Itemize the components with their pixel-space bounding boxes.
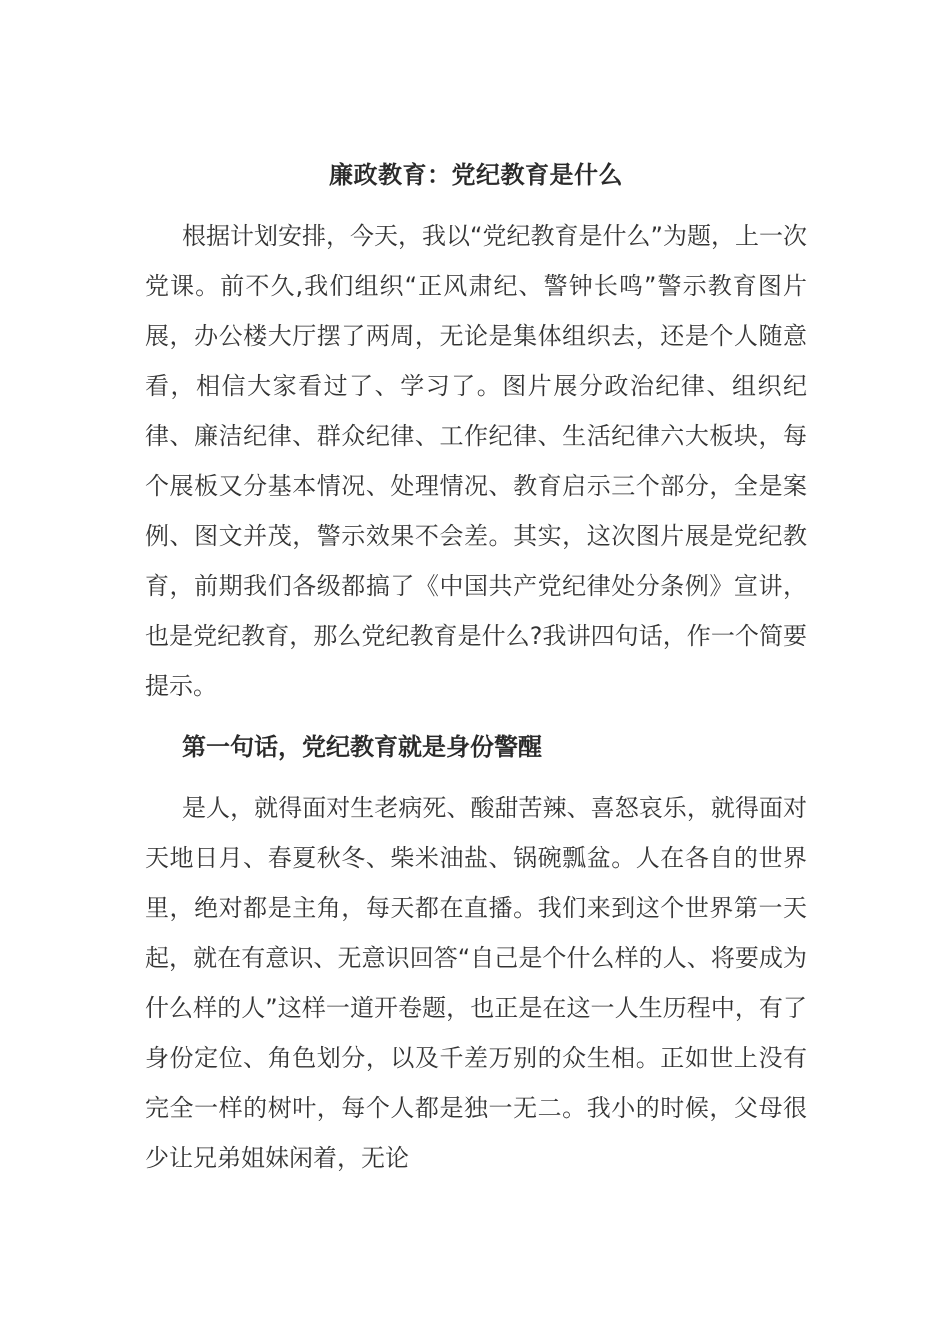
paragraph-section-1: 是人，就得面对生老病死、酸甜苦辣、喜怒哀乐，就得面对天地日月、春夏秋冬、柴米油盐、锅碗瓢盆。人在各自的世界里，绝对都是主角，每天都在直播。我们来到这个世界第一天起，就在有意识、无意识回答“自己是个什么样的人、将要成为什么样的人”这样一道开卷题，也正是在这一人生历程中，有了身份定位、角色划分，以及千差万别的众生相。正如世上没有完全一样的树叶，每个人都是独一无二。我小的时候，父母很少让兄弟姐妹闲着，无论 bbox=[145, 794, 807, 1172]
paragraph-intro: 根据计划安排，今天，我以“党纪教育是什么”为题，上一次党课。前不久,我们组织“正风肃纪、警钟长鸣”警示教育图片展，办公楼大厅摆了两周，无论是集体组织去，还是个人随意看，相信大家看过了、学习了。图片展分政治纪律、组织纪律、廉洁纪律、群众纪律、工作纪律、生活纪律六大板块，每个展板又分基本情况、处理情况、教育启示三个部分，全是案例、图文并茂，警示效果不会差。其实，这次图片展是党纪教育，前期我们各级都搞了《中国共产党纪律处分条例》宣讲，也是党纪教育，那么党纪教育是什么?我讲四句话，作一个简要提示。 bbox=[145, 222, 807, 700]
document-title: 廉政教育：党纪教育是什么 bbox=[329, 161, 623, 189]
document-body bbox=[145, 150, 807, 1183]
section-heading-1: 第一句话，党纪教育就是身份警醒 bbox=[182, 733, 542, 761]
